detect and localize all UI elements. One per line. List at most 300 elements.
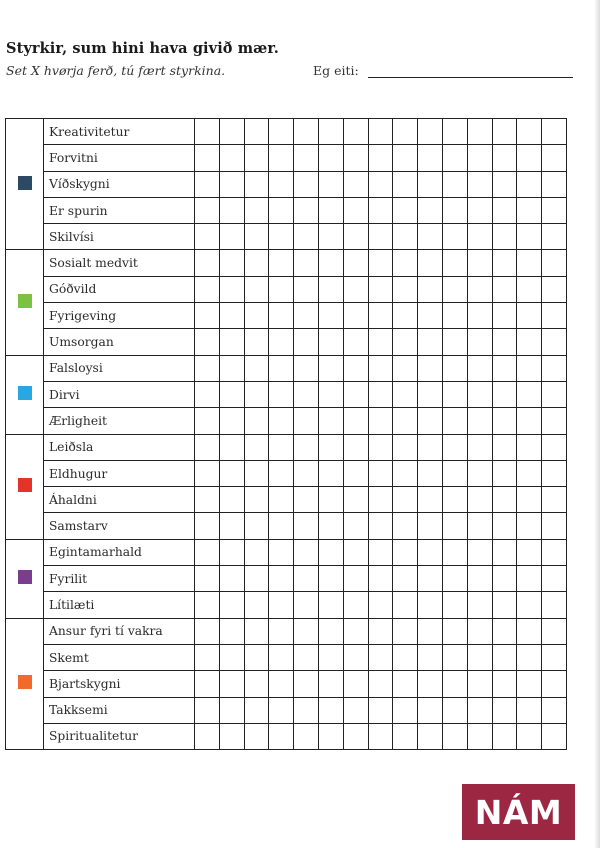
tally-box[interactable] (542, 381, 567, 407)
tally-box[interactable] (219, 119, 244, 145)
tally-box[interactable] (294, 513, 319, 539)
tally-box[interactable] (294, 276, 319, 302)
tally-box[interactable] (368, 408, 393, 434)
tally-box[interactable] (244, 539, 269, 565)
tally-box[interactable] (219, 723, 244, 749)
tally-box[interactable] (269, 723, 294, 749)
tally-box[interactable] (492, 119, 517, 145)
tally-box[interactable] (418, 224, 443, 250)
tally-box[interactable] (517, 592, 542, 618)
tally-box[interactable] (368, 723, 393, 749)
tally-box[interactable] (244, 618, 269, 644)
tally-box[interactable] (219, 171, 244, 197)
tally-box[interactable] (195, 303, 220, 329)
tally-box[interactable] (467, 513, 492, 539)
tally-box[interactable] (318, 171, 343, 197)
tally-box[interactable] (467, 303, 492, 329)
tally-box[interactable] (517, 197, 542, 223)
tally-box[interactable] (517, 224, 542, 250)
tally-box[interactable] (517, 171, 542, 197)
tally-box[interactable] (269, 250, 294, 276)
tally-box[interactable] (219, 487, 244, 513)
tally-box[interactable] (442, 618, 467, 644)
tally-box[interactable] (195, 250, 220, 276)
tally-box[interactable] (393, 671, 418, 697)
tally-box[interactable] (393, 513, 418, 539)
tally-box[interactable] (467, 355, 492, 381)
tally-box[interactable] (467, 119, 492, 145)
tally-box[interactable] (517, 434, 542, 460)
tally-box[interactable] (294, 697, 319, 723)
tally-box[interactable] (244, 197, 269, 223)
tally-box[interactable] (442, 145, 467, 171)
tally-box[interactable] (492, 171, 517, 197)
tally-box[interactable] (542, 197, 567, 223)
tally-box[interactable] (442, 276, 467, 302)
tally-box[interactable] (244, 513, 269, 539)
tally-box[interactable] (542, 644, 567, 670)
tally-box[interactable] (418, 197, 443, 223)
tally-box[interactable] (368, 487, 393, 513)
tally-box[interactable] (393, 592, 418, 618)
tally-box[interactable] (393, 381, 418, 407)
tally-box[interactable] (517, 276, 542, 302)
tally-box[interactable] (393, 697, 418, 723)
tally-box[interactable] (393, 197, 418, 223)
tally-box[interactable] (318, 434, 343, 460)
tally-box[interactable] (195, 171, 220, 197)
tally-box[interactable] (219, 381, 244, 407)
tally-box[interactable] (294, 250, 319, 276)
tally-box[interactable] (318, 592, 343, 618)
tally-box[interactable] (368, 671, 393, 697)
tally-box[interactable] (294, 408, 319, 434)
tally-box[interactable] (542, 723, 567, 749)
tally-box[interactable] (393, 434, 418, 460)
tally-box[interactable] (294, 460, 319, 486)
tally-box[interactable] (368, 513, 393, 539)
tally-box[interactable] (195, 723, 220, 749)
tally-box[interactable] (467, 671, 492, 697)
tally-box[interactable] (467, 197, 492, 223)
tally-box[interactable] (467, 723, 492, 749)
tally-box[interactable] (343, 355, 368, 381)
tally-box[interactable] (542, 276, 567, 302)
tally-box[interactable] (542, 539, 567, 565)
tally-box[interactable] (294, 566, 319, 592)
tally-box[interactable] (244, 381, 269, 407)
tally-box[interactable] (542, 592, 567, 618)
tally-box[interactable] (393, 145, 418, 171)
tally-box[interactable] (393, 119, 418, 145)
tally-box[interactable] (195, 460, 220, 486)
tally-box[interactable] (368, 697, 393, 723)
tally-box[interactable] (269, 644, 294, 670)
tally-box[interactable] (542, 566, 567, 592)
tally-box[interactable] (195, 539, 220, 565)
tally-box[interactable] (219, 303, 244, 329)
tally-box[interactable] (219, 434, 244, 460)
tally-box[interactable] (517, 303, 542, 329)
tally-box[interactable] (442, 513, 467, 539)
tally-box[interactable] (418, 723, 443, 749)
tally-box[interactable] (318, 644, 343, 670)
tally-box[interactable] (418, 408, 443, 434)
tally-box[interactable] (393, 250, 418, 276)
tally-box[interactable] (418, 697, 443, 723)
tally-box[interactable] (269, 539, 294, 565)
tally-box[interactable] (467, 250, 492, 276)
tally-box[interactable] (418, 329, 443, 355)
tally-box[interactable] (244, 250, 269, 276)
tally-box[interactable] (442, 460, 467, 486)
tally-box[interactable] (467, 539, 492, 565)
tally-box[interactable] (343, 434, 368, 460)
tally-box[interactable] (393, 487, 418, 513)
tally-box[interactable] (368, 644, 393, 670)
tally-box[interactable] (393, 171, 418, 197)
tally-box[interactable] (219, 145, 244, 171)
tally-box[interactable] (492, 303, 517, 329)
tally-box[interactable] (368, 566, 393, 592)
tally-box[interactable] (269, 355, 294, 381)
tally-box[interactable] (318, 119, 343, 145)
tally-box[interactable] (442, 119, 467, 145)
tally-box[interactable] (195, 513, 220, 539)
tally-box[interactable] (492, 381, 517, 407)
tally-box[interactable] (219, 197, 244, 223)
tally-box[interactable] (219, 618, 244, 644)
tally-box[interactable] (244, 408, 269, 434)
tally-box[interactable] (294, 171, 319, 197)
tally-box[interactable] (368, 434, 393, 460)
tally-box[interactable] (418, 566, 443, 592)
tally-box[interactable] (269, 145, 294, 171)
tally-box[interactable] (244, 723, 269, 749)
tally-box[interactable] (368, 381, 393, 407)
tally-box[interactable] (442, 487, 467, 513)
tally-box[interactable] (442, 329, 467, 355)
tally-box[interactable] (343, 303, 368, 329)
tally-box[interactable] (244, 276, 269, 302)
tally-box[interactable] (318, 303, 343, 329)
tally-box[interactable] (542, 408, 567, 434)
tally-box[interactable] (269, 381, 294, 407)
tally-box[interactable] (318, 460, 343, 486)
tally-box[interactable] (343, 224, 368, 250)
tally-box[interactable] (517, 487, 542, 513)
tally-box[interactable] (294, 487, 319, 513)
tally-box[interactable] (343, 539, 368, 565)
tally-box[interactable] (418, 381, 443, 407)
tally-box[interactable] (492, 197, 517, 223)
tally-box[interactable] (195, 224, 220, 250)
tally-box[interactable] (467, 224, 492, 250)
tally-box[interactable] (368, 303, 393, 329)
tally-box[interactable] (442, 434, 467, 460)
tally-box[interactable] (418, 434, 443, 460)
tally-box[interactable] (393, 723, 418, 749)
tally-box[interactable] (393, 539, 418, 565)
tally-box[interactable] (269, 408, 294, 434)
tally-box[interactable] (492, 434, 517, 460)
tally-box[interactable] (343, 460, 368, 486)
tally-box[interactable] (368, 539, 393, 565)
tally-box[interactable] (442, 303, 467, 329)
tally-box[interactable] (269, 592, 294, 618)
tally-box[interactable] (492, 539, 517, 565)
tally-box[interactable] (393, 303, 418, 329)
tally-box[interactable] (542, 119, 567, 145)
tally-box[interactable] (442, 592, 467, 618)
tally-box[interactable] (244, 355, 269, 381)
tally-box[interactable] (219, 592, 244, 618)
tally-box[interactable] (219, 671, 244, 697)
tally-box[interactable] (542, 171, 567, 197)
tally-box[interactable] (542, 250, 567, 276)
tally-box[interactable] (318, 355, 343, 381)
tally-box[interactable] (219, 539, 244, 565)
tally-box[interactable] (517, 618, 542, 644)
tally-box[interactable] (318, 408, 343, 434)
tally-box[interactable] (343, 644, 368, 670)
tally-box[interactable] (219, 329, 244, 355)
tally-box[interactable] (195, 145, 220, 171)
tally-box[interactable] (343, 671, 368, 697)
tally-box[interactable] (467, 434, 492, 460)
tally-box[interactable] (492, 618, 517, 644)
tally-box[interactable] (219, 408, 244, 434)
tally-box[interactable] (195, 592, 220, 618)
tally-box[interactable] (393, 276, 418, 302)
tally-box[interactable] (542, 303, 567, 329)
tally-box[interactable] (195, 644, 220, 670)
tally-box[interactable] (244, 566, 269, 592)
tally-box[interactable] (492, 276, 517, 302)
tally-box[interactable] (368, 197, 393, 223)
tally-box[interactable] (368, 119, 393, 145)
tally-box[interactable] (542, 145, 567, 171)
tally-box[interactable] (517, 381, 542, 407)
tally-box[interactable] (467, 145, 492, 171)
tally-box[interactable] (542, 434, 567, 460)
tally-box[interactable] (467, 329, 492, 355)
tally-box[interactable] (393, 224, 418, 250)
tally-box[interactable] (368, 276, 393, 302)
tally-box[interactable] (492, 644, 517, 670)
tally-box[interactable] (517, 513, 542, 539)
tally-box[interactable] (467, 381, 492, 407)
tally-box[interactable] (442, 381, 467, 407)
tally-box[interactable] (244, 145, 269, 171)
tally-box[interactable] (343, 697, 368, 723)
tally-box[interactable] (467, 171, 492, 197)
tally-box[interactable] (517, 119, 542, 145)
tally-box[interactable] (244, 671, 269, 697)
tally-box[interactable] (294, 539, 319, 565)
tally-box[interactable] (418, 487, 443, 513)
tally-box[interactable] (542, 618, 567, 644)
tally-box[interactable] (343, 408, 368, 434)
tally-box[interactable] (442, 671, 467, 697)
tally-box[interactable] (195, 329, 220, 355)
tally-box[interactable] (269, 487, 294, 513)
tally-box[interactable] (467, 618, 492, 644)
tally-box[interactable] (492, 566, 517, 592)
tally-box[interactable] (269, 434, 294, 460)
tally-box[interactable] (343, 381, 368, 407)
tally-box[interactable] (442, 566, 467, 592)
tally-box[interactable] (542, 487, 567, 513)
tally-box[interactable] (343, 171, 368, 197)
tally-box[interactable] (294, 224, 319, 250)
tally-box[interactable] (343, 487, 368, 513)
tally-box[interactable] (517, 355, 542, 381)
tally-box[interactable] (244, 171, 269, 197)
tally-box[interactable] (467, 592, 492, 618)
tally-box[interactable] (269, 197, 294, 223)
tally-box[interactable] (195, 566, 220, 592)
tally-box[interactable] (219, 566, 244, 592)
tally-box[interactable] (269, 513, 294, 539)
tally-box[interactable] (418, 592, 443, 618)
tally-box[interactable] (294, 434, 319, 460)
tally-box[interactable] (368, 355, 393, 381)
tally-box[interactable] (269, 171, 294, 197)
tally-box[interactable] (442, 171, 467, 197)
name-field-line[interactable] (368, 77, 573, 78)
tally-box[interactable] (318, 329, 343, 355)
tally-box[interactable] (492, 697, 517, 723)
tally-box[interactable] (442, 539, 467, 565)
tally-box[interactable] (219, 224, 244, 250)
tally-box[interactable] (517, 408, 542, 434)
tally-box[interactable] (318, 381, 343, 407)
tally-box[interactable] (442, 644, 467, 670)
tally-box[interactable] (294, 381, 319, 407)
tally-box[interactable] (269, 618, 294, 644)
tally-box[interactable] (244, 303, 269, 329)
tally-box[interactable] (467, 644, 492, 670)
tally-box[interactable] (542, 224, 567, 250)
tally-box[interactable] (318, 513, 343, 539)
tally-box[interactable] (393, 408, 418, 434)
tally-box[interactable] (269, 329, 294, 355)
tally-box[interactable] (442, 250, 467, 276)
tally-box[interactable] (368, 171, 393, 197)
tally-box[interactable] (318, 145, 343, 171)
tally-box[interactable] (269, 697, 294, 723)
tally-box[interactable] (467, 276, 492, 302)
tally-box[interactable] (542, 697, 567, 723)
tally-box[interactable] (244, 697, 269, 723)
tally-box[interactable] (343, 592, 368, 618)
tally-box[interactable] (343, 119, 368, 145)
tally-box[interactable] (269, 224, 294, 250)
tally-box[interactable] (244, 592, 269, 618)
tally-box[interactable] (542, 513, 567, 539)
tally-box[interactable] (467, 697, 492, 723)
tally-box[interactable] (294, 145, 319, 171)
tally-box[interactable] (467, 460, 492, 486)
tally-box[interactable] (294, 671, 319, 697)
tally-box[interactable] (517, 250, 542, 276)
tally-box[interactable] (343, 513, 368, 539)
tally-box[interactable] (368, 592, 393, 618)
tally-box[interactable] (195, 618, 220, 644)
tally-box[interactable] (418, 513, 443, 539)
tally-box[interactable] (393, 329, 418, 355)
tally-box[interactable] (195, 487, 220, 513)
tally-box[interactable] (492, 460, 517, 486)
tally-box[interactable] (418, 355, 443, 381)
tally-box[interactable] (294, 329, 319, 355)
tally-box[interactable] (244, 119, 269, 145)
tally-box[interactable] (343, 723, 368, 749)
tally-box[interactable] (492, 592, 517, 618)
tally-box[interactable] (517, 671, 542, 697)
tally-box[interactable] (517, 566, 542, 592)
tally-box[interactable] (492, 487, 517, 513)
tally-box[interactable] (318, 566, 343, 592)
tally-box[interactable] (418, 644, 443, 670)
tally-box[interactable] (368, 618, 393, 644)
tally-box[interactable] (492, 250, 517, 276)
tally-box[interactable] (244, 224, 269, 250)
tally-box[interactable] (219, 644, 244, 670)
tally-box[interactable] (368, 145, 393, 171)
tally-box[interactable] (517, 460, 542, 486)
tally-box[interactable] (195, 197, 220, 223)
tally-box[interactable] (244, 329, 269, 355)
tally-box[interactable] (393, 566, 418, 592)
tally-box[interactable] (269, 276, 294, 302)
tally-box[interactable] (294, 723, 319, 749)
tally-box[interactable] (195, 355, 220, 381)
tally-box[interactable] (269, 303, 294, 329)
tally-box[interactable] (219, 697, 244, 723)
tally-box[interactable] (492, 355, 517, 381)
tally-box[interactable] (318, 224, 343, 250)
tally-box[interactable] (492, 224, 517, 250)
tally-box[interactable] (244, 434, 269, 460)
tally-box[interactable] (294, 644, 319, 670)
tally-box[interactable] (195, 119, 220, 145)
tally-box[interactable] (517, 329, 542, 355)
tally-box[interactable] (294, 197, 319, 223)
tally-box[interactable] (219, 250, 244, 276)
tally-box[interactable] (418, 539, 443, 565)
tally-box[interactable] (442, 224, 467, 250)
tally-box[interactable] (467, 408, 492, 434)
tally-box[interactable] (442, 723, 467, 749)
tally-box[interactable] (442, 197, 467, 223)
tally-box[interactable] (294, 355, 319, 381)
tally-box[interactable] (294, 592, 319, 618)
tally-box[interactable] (294, 119, 319, 145)
tally-box[interactable] (219, 460, 244, 486)
tally-box[interactable] (294, 618, 319, 644)
tally-box[interactable] (492, 671, 517, 697)
tally-box[interactable] (418, 303, 443, 329)
tally-box[interactable] (542, 671, 567, 697)
tally-box[interactable] (467, 566, 492, 592)
tally-box[interactable] (269, 119, 294, 145)
tally-box[interactable] (368, 250, 393, 276)
tally-box[interactable] (492, 145, 517, 171)
tally-box[interactable] (418, 119, 443, 145)
tally-box[interactable] (393, 618, 418, 644)
